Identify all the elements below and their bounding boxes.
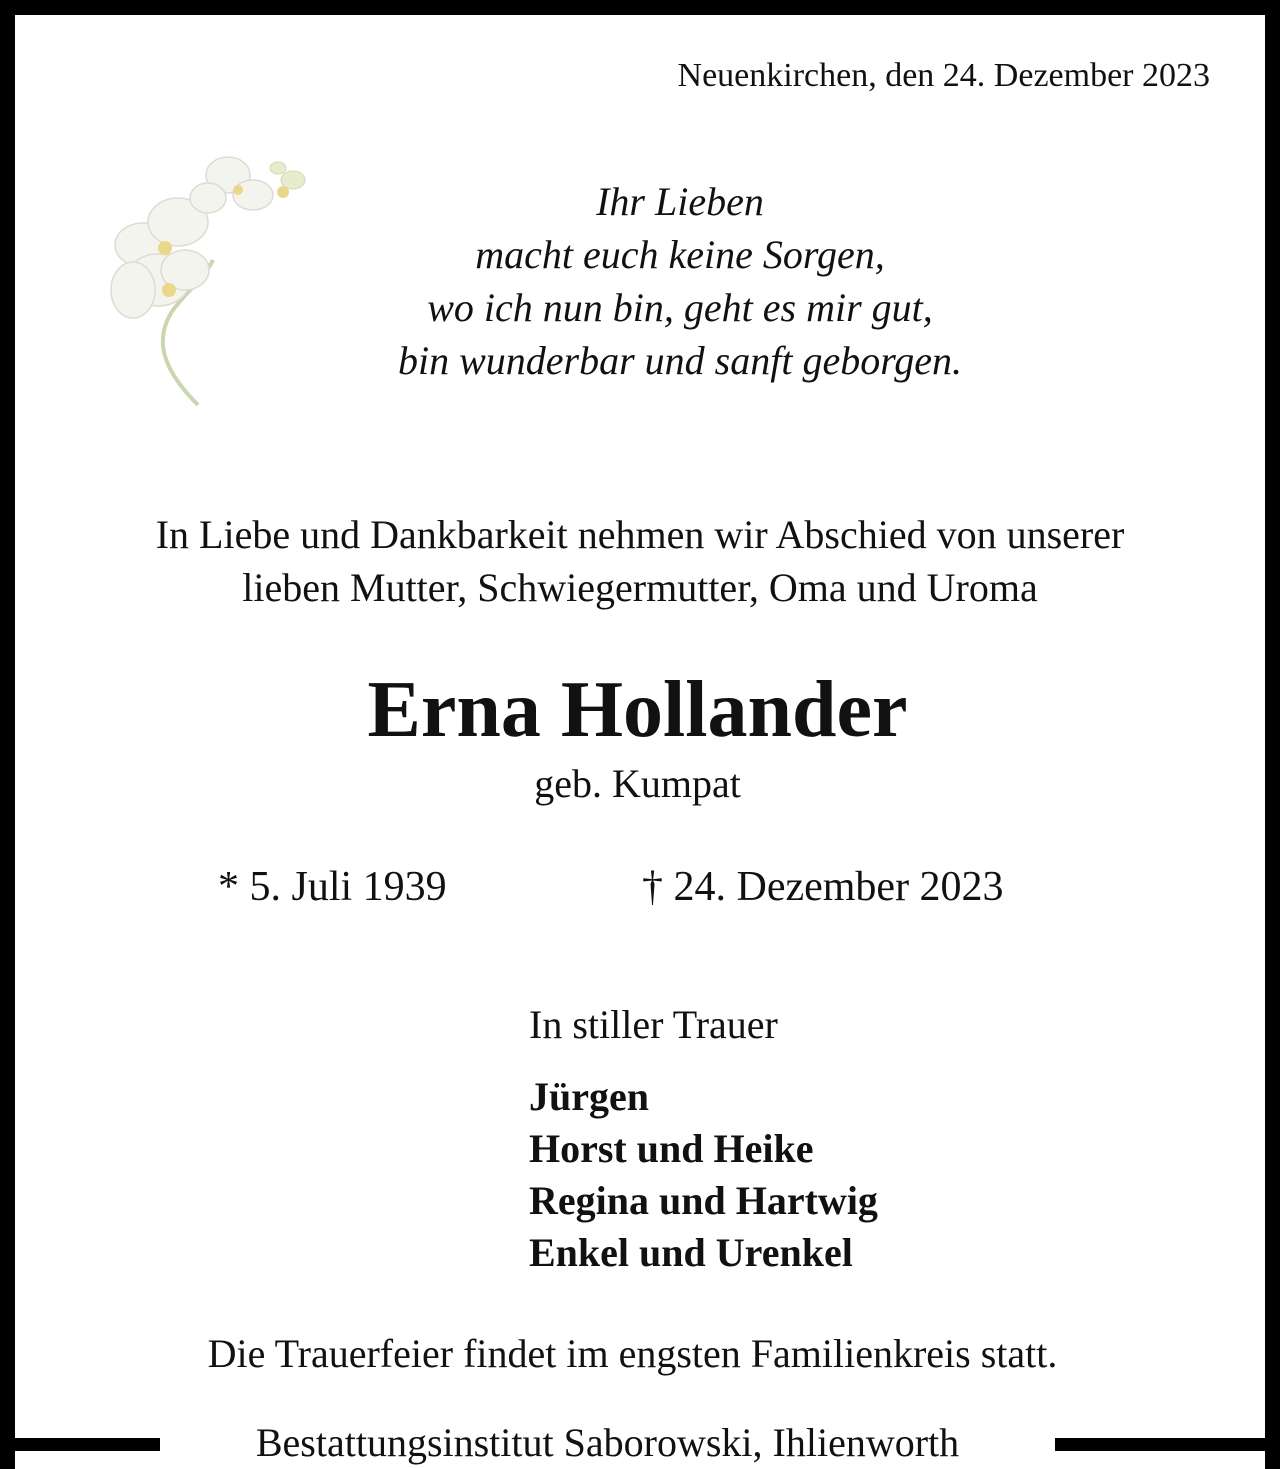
intro-line: lieben Mutter, Schwiegermutter, Oma und Uroma [242,565,1038,610]
funeral-note: Die Trauerfeier findet im engsten Familienkreis statt. [207,1331,1058,1376]
poem-line: wo ich nun bin, geht es mir gut, [427,285,933,330]
mourner-name: Horst und Heike [529,1126,814,1171]
bottom-rule-right [1055,1438,1280,1451]
birth-date: * 5. Juli 1939 [218,864,447,910]
intro-text [35,508,1245,614]
intro-line: In Liebe und Dankbarkeit nehmen wir Abschied von unserer [155,512,1125,557]
mourning-label: In stiller Trauer [529,1002,778,1047]
poem-line: Ihr Lieben [596,179,764,224]
poem-line: bin wunderbar und sanft geborgen. [397,338,963,383]
place-date: Neuenkirchen, den 24. Dezember 2023 [677,57,1210,94]
poem [265,175,1095,387]
deceased-name: Erna Hollander [367,666,908,754]
mourners-list [529,1071,878,1279]
poem-line: macht euch keine Sorgen, [475,232,885,277]
mourner-name: Enkel und Urenkel [529,1230,853,1275]
mourner-name: Jürgen [529,1074,649,1119]
bottom-rule-left [0,1438,160,1451]
mourner-name: Regina und Hartwig [529,1178,878,1223]
death-date: † 24. Dezember 2023 [642,864,1004,910]
undertaker: Bestattungsinstitut Saborowski, Ihlienworth [255,1420,960,1465]
maiden-name: geb. Kumpat [534,761,741,806]
